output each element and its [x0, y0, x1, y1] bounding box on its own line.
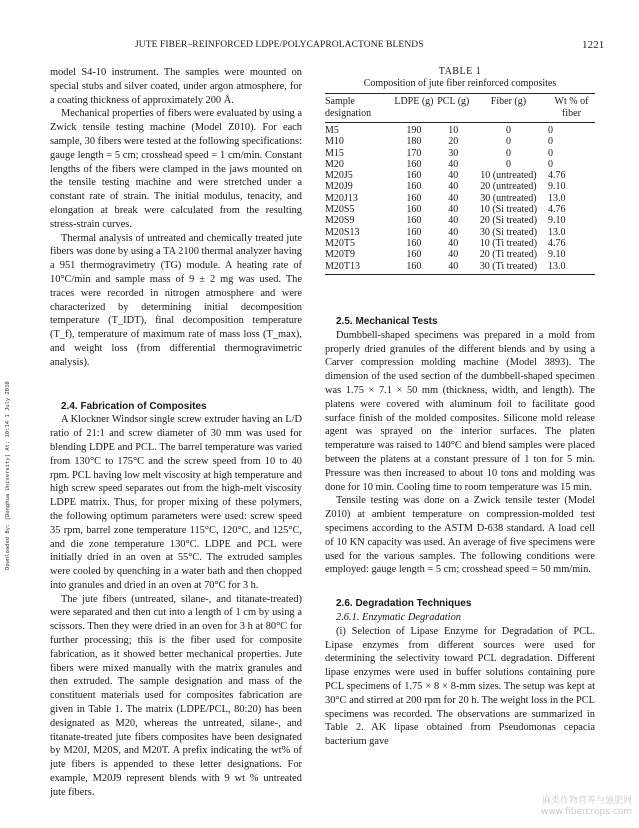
cell-pcl: 40: [448, 170, 459, 182]
cell-fiber: 10 (Si treated): [479, 204, 538, 216]
cell-pcl: 20: [448, 136, 459, 148]
header-pcl: PCL (g): [434, 94, 473, 123]
running-header: [0, 40, 639, 54]
table-row: [325, 215, 595, 226]
cell-wt: 13.0: [544, 261, 595, 275]
paragraph: Thermal analysis of untreated and chemically treated jute fibers was done by using a TA 2100 thermal analyzer having a 951 thermogravimetry (TG) module. A heating rate of 10°C/min and sample mass of 9 ± 2 mg was used. The traces were recorded in nitrogen atmosphere and were characterized by determining initial decomposition temperature (T_IDT), final decomposition temperature (T_f), temperature of maximum rate of mass loss (T_max), and weight loss (from differential thermogravimetric analysis).: [50, 232, 302, 368]
table-row: [325, 148, 595, 159]
left-column: [50, 66, 302, 800]
header-sample: Sample designation: [325, 94, 394, 123]
cell-wt: 4.76: [547, 204, 566, 216]
header-ldpe: LDPE (g): [394, 94, 433, 123]
paragraph: The jute fibers (untreated, silane-, and titanate-treated) were separated and then cut into a length of 1 cm by using a scissors. Then they were dried in an oven for 3 h at 80°C for further processing; this is the fiber used for composite fabrication, as it showed better mechanical properties. Jute fibers were mixed manually with the matrix granules and then extruded. The sample designation and mass of the constituent materials used for composites fabrication are given in Table 1. The matrix (LDPE/PCL, 80:20) has been designated as M20, whereas the untreated, silane-, and titanate-treated jute fibers composites have been designated by M20J, M20S, and M20T. A prefix indicating the wt% of jute fibers is appended to these letter designations. For example, M20J9 represent blends with 9 wt % untreated jute fibers.: [50, 593, 302, 798]
cell-fiber: 0: [505, 136, 511, 148]
cell-pcl: 30: [448, 147, 459, 159]
right-column: [325, 315, 595, 749]
page-number: 1221: [582, 39, 605, 51]
paragraph: Dumbbell-shaped specimens was prepared in a mold from properly dried granules of the different blends and by using a Carver compression molding machine (Model 3893). The dimension of the used section of the dumbbell-shaped specimen was 1.75 × 7.1 × 50 mm (thickness, width, and length). The platens were covered with aluminum foil to facilitate good surface finish of the molded composites. Silicone mold release agent was sprayed on the interior surfaces. The platen temperature was raised to 140°C and blend samples were placed between the platens at a constant pressure of 1 ton for 5 min. Pressure was then increased to about 10 tons and molding was done for 10 min. Cooling time to room temperature was 15 min.: [325, 329, 595, 493]
cell-sample: M20S5: [325, 204, 355, 216]
table-row: [325, 227, 595, 238]
cell-ldpe: 170: [406, 147, 422, 159]
paragraph: model S4-10 instrument. The samples were mounted on special stubs and silver coated, under argon atmosphere, for a coating thickness of approximately 200 Å.: [50, 67, 302, 106]
running-title: JUTE FIBER–REINFORCED LDPE/POLYCAPROLACTONE BLENDS: [135, 40, 424, 50]
table-row: [325, 123, 595, 137]
cell-pcl: 40: [448, 192, 459, 204]
cell-sample: M20J5: [325, 170, 353, 182]
cell-ldpe: 160: [406, 170, 422, 182]
paragraph: A Klockner Windsor single screw extruder having an L/D ratio of 21:1 and screw diameter of 30 mm was used for blending LDPE and PCL. The barrel temperature was varied from 130°C to 175°C and the screw speed from 10 to 40 rpm. PCL having low melt viscosity at high temperature and high screw speed separates out from the high-melt viscosity LDPE matrix. Thus, for proper mixing of these polymers, the following optimum parameters were used: screw speed 35 rpm, barrel zone temperature 115°C, 120°C, and 125°C, and die zone temperature 130°C. LDPE and PCL were initially dried in an oven at 55°C. The extruded samples were cooled by quenching in a water bath and then chopped into granules and dried in an oven at 70°C for 3 h.: [50, 414, 302, 591]
table-row: [325, 159, 595, 170]
cell-sample: M20T9: [325, 249, 355, 261]
site-watermark: [492, 796, 632, 818]
cell-pcl: 40: [434, 261, 473, 275]
watermark-line: 麻类作物营养与施肥网: [541, 796, 632, 806]
cell-fiber: 20 (Ti treated): [479, 249, 538, 261]
cell-fiber: 30 (untreated): [480, 192, 537, 204]
table-1: [325, 66, 595, 275]
cell-wt: 0: [547, 147, 553, 159]
cell-pcl: 40: [448, 249, 459, 261]
cell-pcl: 10: [448, 125, 459, 136]
table-row: [325, 204, 595, 215]
table-header-row: [325, 94, 595, 123]
table-row: [325, 193, 595, 204]
download-note: [0, 300, 13, 580]
cell-ldpe: 160: [406, 249, 422, 261]
cell-ldpe: 160: [406, 158, 422, 170]
cell-fiber: 20 (Si treated): [479, 215, 538, 227]
cell-wt: 0: [547, 136, 553, 148]
cell-ldpe: 160: [406, 192, 422, 204]
cell-wt: 0: [547, 158, 553, 170]
composition-table: [325, 93, 595, 275]
header-wt: Wt % of fiber: [544, 94, 595, 123]
table-row: [325, 136, 595, 147]
cell-pcl: 40: [448, 204, 459, 216]
cell-sample: M20J13: [325, 192, 358, 204]
cell-fiber: 30 (Si treated): [479, 226, 538, 238]
cell-ldpe: 160: [406, 204, 422, 216]
cell-ldpe: 160: [394, 261, 433, 275]
paragraph: Mechanical properties of fibers were evaluated by using a Zwick tensile testing machine (Model Z010). For each sample, 30 fibers were tested at the following specifications: gauge length = 5 cm; crosshead speed = 1 cm/min. Constant lengths of the fibers were clamped in the jaws mounted on the tensile testing machine and were stretched under a constant rate of strain. The initial modulus, tenacity, and elongation at break were calculated from the resulting stress-strain curves.: [50, 108, 302, 230]
cell-fiber: 30 (Ti treated): [473, 261, 544, 275]
cell-pcl: 40: [448, 237, 459, 249]
cell-ldpe: 160: [406, 226, 422, 238]
subsection-heading: 2.6.1. Enzymatic Degradation: [336, 611, 461, 623]
cell-wt: 4.76: [547, 170, 566, 182]
header-fiber: Fiber (g): [473, 94, 544, 123]
cell-sample: M20J9: [325, 181, 353, 193]
cell-pcl: 40: [448, 215, 459, 227]
cell-fiber: 20 (untreated): [480, 181, 537, 193]
cell-sample: M20T5: [325, 237, 355, 249]
cell-wt: 9.10: [547, 181, 566, 193]
cell-fiber: 0: [505, 125, 511, 136]
table-label: TABLE 1: [438, 66, 482, 77]
cell-sample: M5: [325, 125, 339, 136]
section-heading: 2.5. Mechanical Tests: [336, 316, 438, 327]
watermark-line: www.fibercrops.com: [541, 807, 632, 817]
cell-pcl: 40: [448, 226, 459, 238]
cell-ldpe: 160: [406, 181, 422, 193]
table-caption: Composition of jute fiber reinforced composites: [363, 78, 557, 89]
section-heading: 2.4. Fabrication of Composites: [61, 400, 207, 412]
cell-sample: M10: [325, 136, 344, 148]
cell-pcl: 40: [448, 181, 459, 193]
cell-wt: 0: [547, 125, 553, 136]
cell-wt: 9.10: [547, 249, 566, 261]
cell-sample: M20: [325, 158, 344, 170]
cell-wt: 9.10: [547, 215, 566, 227]
cell-fiber: 0: [505, 147, 511, 159]
paragraph: Tensile testing was done on a Zwick tensile tester (Model Z010) at ambient temperature on compression-molded test specimens according to the ASTM D-638 standard. A load cell of 10 KN capacity was used. An average of five specimens were used for the various samples. The following conditions were employed: gauge length = 5 cm; crosshead speed = 50 mm/min.: [325, 495, 595, 576]
cell-fiber: 10 (untreated): [480, 170, 537, 182]
cell-wt: 4.76: [547, 237, 566, 249]
cell-ldpe: 190: [406, 125, 422, 136]
cell-sample: M20S9: [325, 215, 355, 227]
cell-fiber: 10 (Ti treated): [479, 237, 538, 249]
cell-sample: M20T13: [325, 261, 394, 275]
cell-ldpe: 180: [406, 136, 422, 148]
cell-sample: M20S13: [325, 226, 360, 238]
cell-pcl: 40: [448, 158, 459, 170]
download-note-text: Downloaded By: [Donghua University] At: 10:14 1 July 2010: [5, 381, 11, 570]
table-row: [325, 261, 595, 275]
cell-fiber: 0: [505, 158, 511, 170]
table-row: [325, 249, 595, 260]
table-row: [325, 181, 595, 192]
table-row: [325, 238, 595, 249]
cell-wt: 13.0: [547, 226, 566, 238]
cell-sample: M15: [325, 147, 344, 159]
paragraph: (i) Selection of Lipase Enzyme for Degradation of PCL. Lipase enzymes from different sources were used for determining the selectivity toward PCL degradation. Different lipase enzymes were used in buffer solutions containing pure PCL specimens of 1.75 × 8 × 8-mm sizes. The setup was kept at 30°C and stirred at 200 rpm for 20 h. The weight loss in the PCL specimens was recorded. The observations are summarized in Table 2. AK lipase obtained from Pseudomonas cepacia bacterium gave: [325, 625, 595, 748]
cell-ldpe: 160: [406, 215, 422, 227]
cell-wt: 13.0: [547, 192, 566, 204]
cell-ldpe: 160: [406, 237, 422, 249]
table-row: [325, 170, 595, 181]
section-heading: 2.6. Degradation Techniques: [336, 598, 472, 610]
